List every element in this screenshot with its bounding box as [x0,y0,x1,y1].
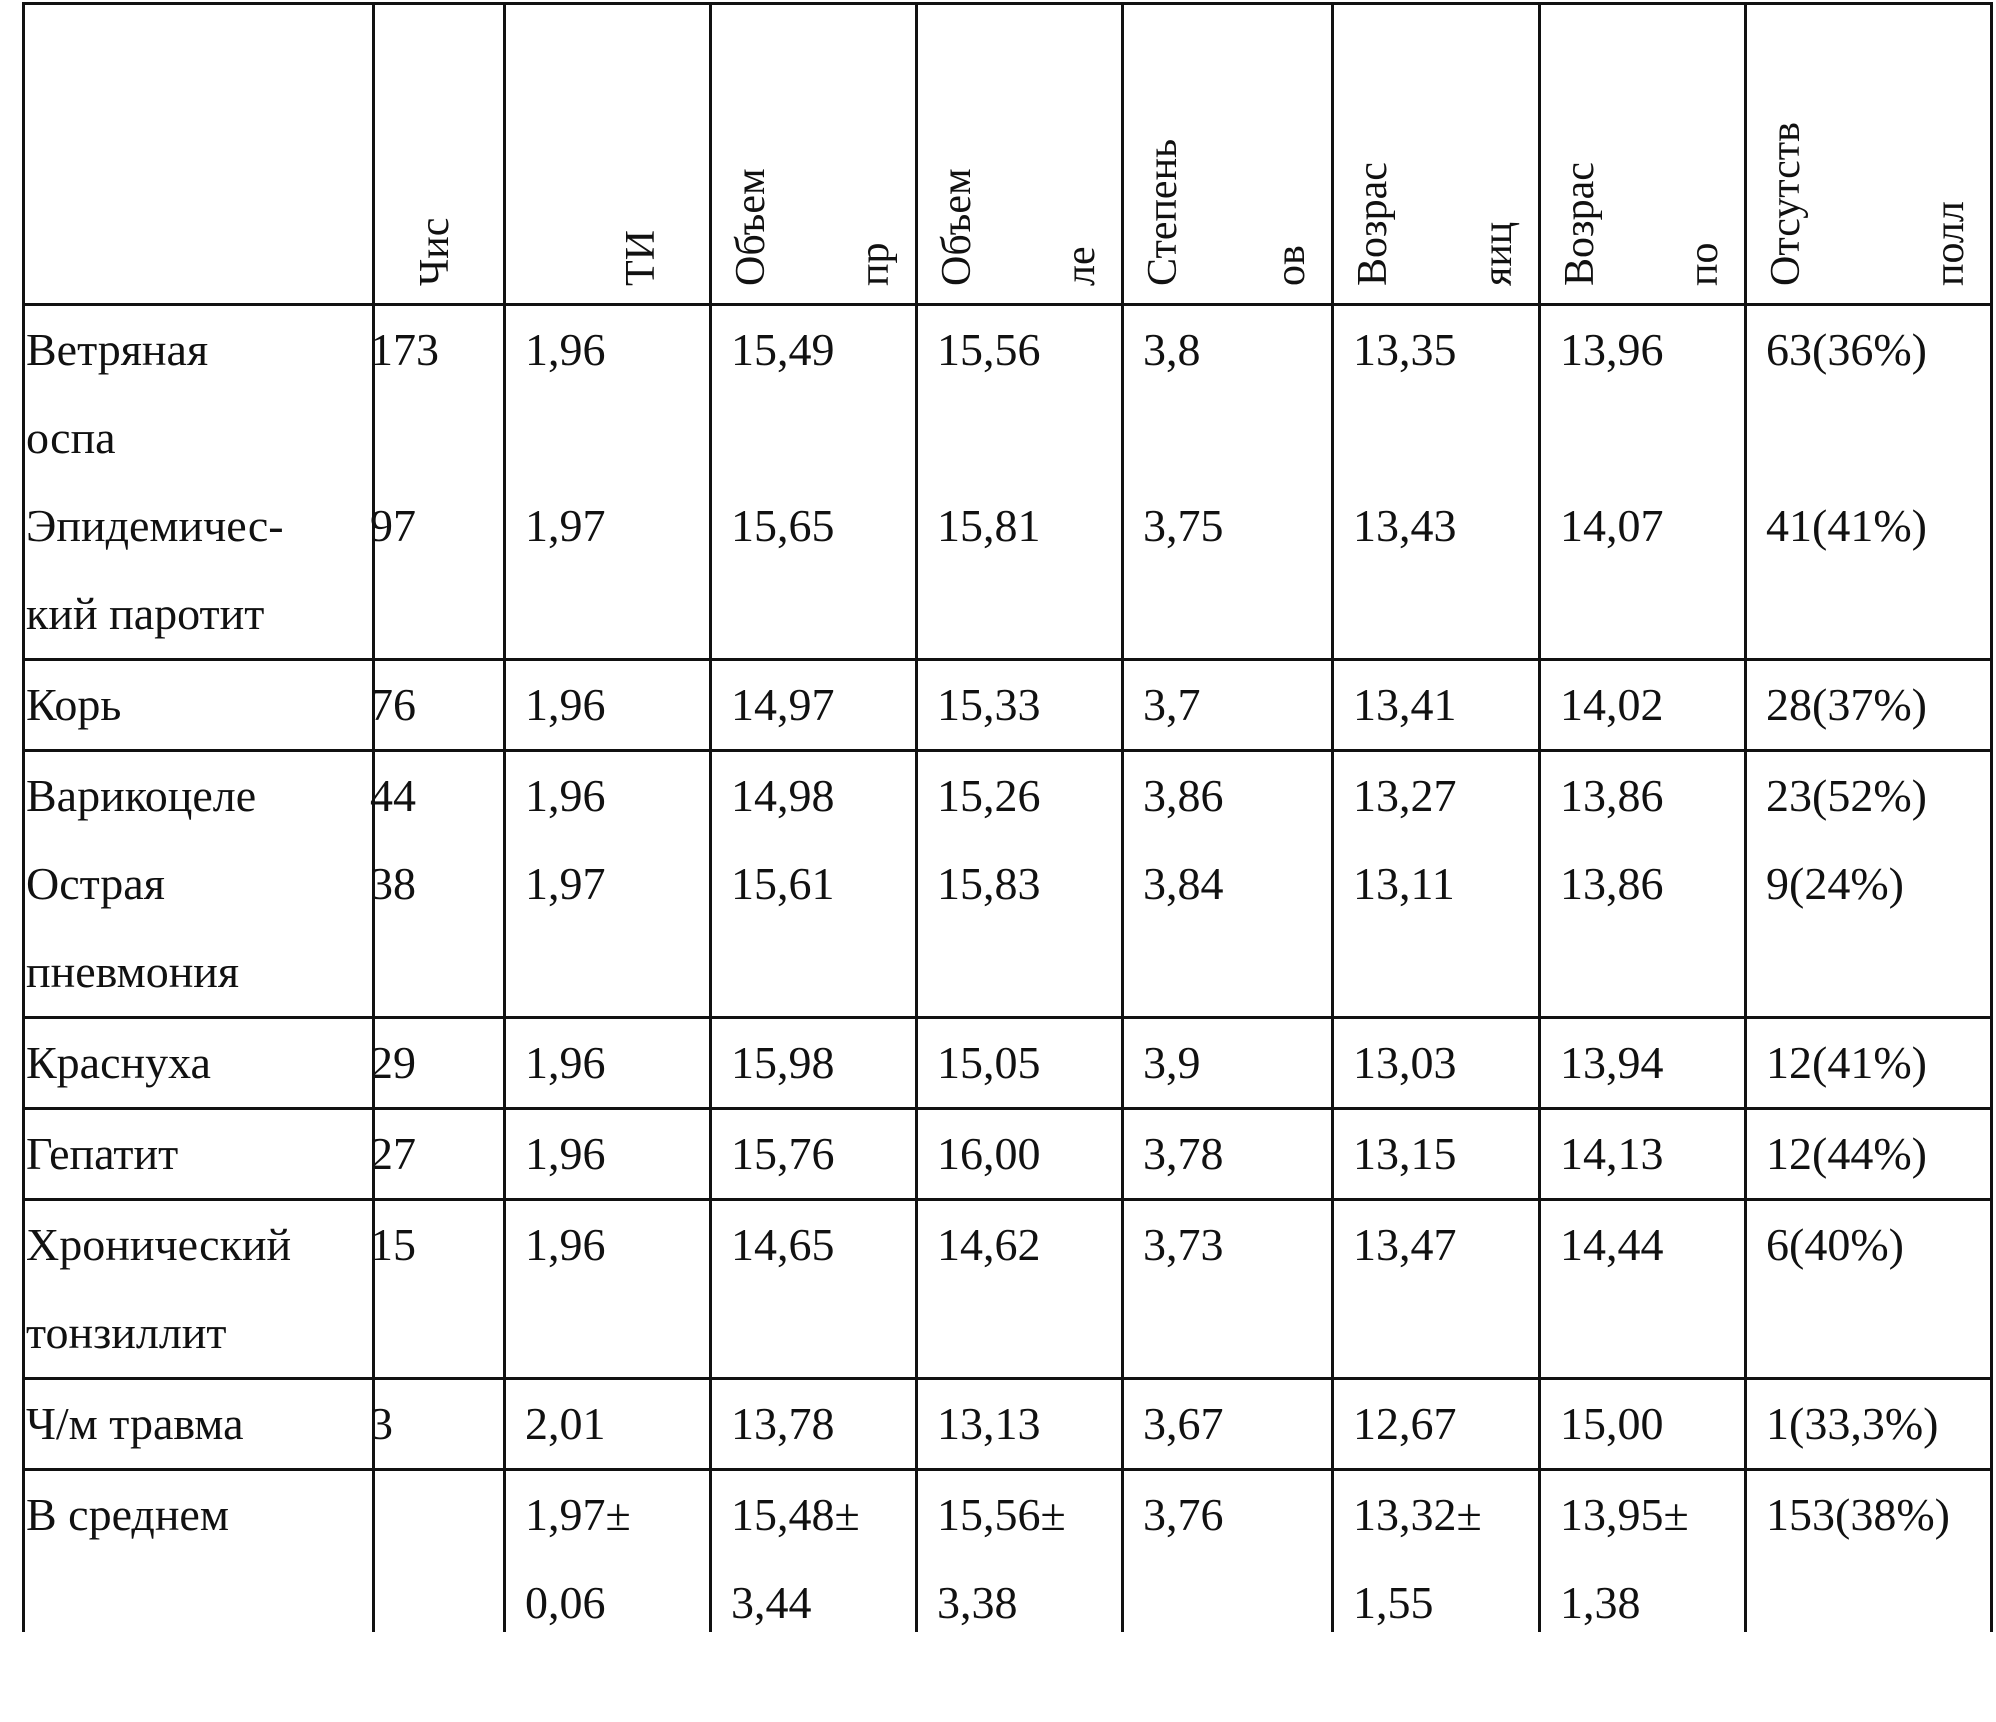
cell-value: 3,86 [1143,770,1224,821]
header-vol-right-line-0: Объем [728,168,774,286]
cell-value: 14,98 [731,770,835,821]
row-label: оспа [26,412,116,463]
header-ti-line-0: ТИ [618,230,664,286]
cell-value: 3,8 [1143,324,1201,375]
cell-value: 14,65 [731,1219,835,1270]
cell-value: 13,27 [1353,770,1457,821]
header-vol-left-line-1: ле [1058,246,1104,286]
cell-value: 14,44 [1560,1219,1664,1270]
cell-value: 13,86 [1560,858,1664,909]
header-vol-left [918,4,1120,300]
row-label: тонзиллит [26,1307,227,1358]
cell-value: 23(52%) [1766,770,1927,821]
cell-value: 63(36%) [1766,324,1927,375]
cell-value: 15,56 [937,324,1041,375]
cell-value: 29 [370,1037,416,1088]
cell-value: 1(33,3%) [1766,1398,1939,1449]
cell-value: 3,9 [1143,1037,1201,1088]
cell-value: 153(38%) [1766,1489,1950,1540]
cell-value: 1,96 [525,1219,606,1270]
cell-value: 15,65 [731,500,835,551]
cell-value: 15,61 [731,858,835,909]
cell-value: 13,15 [1353,1128,1457,1179]
cell-value: 1,97 [525,858,606,909]
cell-value: 15,98 [731,1037,835,1088]
cell-value: 3,84 [1143,858,1224,909]
header-degree [1124,4,1330,300]
cell-value: 13,47 [1353,1219,1457,1270]
cell-value: 14,62 [937,1219,1041,1270]
cell-value: 15,83 [937,858,1041,909]
cell-value: 14,13 [1560,1128,1664,1179]
cell-value: 13,94 [1560,1037,1664,1088]
column-border-9 [1990,2,1993,1632]
cell-value: 14,07 [1560,500,1664,551]
cell-value: 13,13 [937,1398,1041,1449]
header-degree-line-0: Степень [1140,138,1186,286]
cell-value: 16,00 [937,1128,1041,1179]
cell-value: 13,86 [1560,770,1664,821]
cell-value: 3,76 [1143,1489,1224,1540]
cell-value: 28(37%) [1766,679,1927,730]
cell-value: 13,78 [731,1398,835,1449]
row-label: Ч/м травма [26,1398,244,1449]
cell-value: 13,95± 1,38 [1560,1489,1689,1628]
cell-value: 14,97 [731,679,835,730]
row-label: Краснуха [26,1037,211,1088]
cell-value: 44 [370,770,416,821]
cell-value: 9(24%) [1766,858,1904,909]
cell-value: 76 [370,679,416,730]
cell-value: 2,01 [525,1398,606,1449]
cell-value: 1,96 [525,770,606,821]
cell-value: 15,76 [731,1128,835,1179]
cell-value: 3,67 [1143,1398,1224,1449]
row-label: В среднем [26,1489,229,1540]
cell-value: 1,97 [525,500,606,551]
cell-value: 15,26 [937,770,1041,821]
cell-value: 41(41%) [1766,500,1927,551]
row-label: кий паротит [26,588,265,639]
header-absence-line-1: полл [1927,201,1973,286]
cell-value: 3,75 [1143,500,1224,551]
cell-value: 15 [370,1219,416,1270]
cell-value: 3,78 [1143,1128,1224,1179]
cell-value: 38 [370,858,416,909]
header-ti [506,4,708,300]
cell-value: 173 [370,324,439,375]
cell-value: 14,02 [1560,679,1664,730]
cell-value: 27 [370,1128,416,1179]
row-label: пневмония [26,946,240,997]
cell-value: 97 [370,500,416,551]
cell-value: 6(40%) [1766,1219,1904,1270]
cell-value: 1,96 [525,1128,606,1179]
header-count-line-0: Чис [412,217,458,286]
cell-value: 15,48± 3,44 [731,1489,860,1628]
header-age-testes-line-0: Возрас [1350,162,1396,286]
cell-value: 3 [370,1398,393,1449]
row-label: Варикоцеле [26,770,257,821]
cell-value: 15,00 [1560,1398,1664,1449]
cell-value: 15,33 [937,679,1041,730]
header-absence-line-0: Отсутств [1763,122,1809,286]
cell-value: 15,05 [937,1037,1041,1088]
cell-value: 1,96 [525,1037,606,1088]
cell-value: 12(44%) [1766,1128,1927,1179]
cell-value: 3,7 [1143,679,1201,730]
cell-value: 15,81 [937,500,1041,551]
cell-value: 13,03 [1353,1037,1457,1088]
column-border-0 [22,2,25,1632]
row-label: Хронический [26,1219,292,1270]
cell-value: 13,43 [1353,500,1457,551]
header-vol-right-line-1: пр [852,242,898,286]
cell-value: 13,35 [1353,324,1457,375]
header-degree-line-1: ов [1268,245,1314,286]
cell-value: 13,11 [1353,858,1455,909]
row-label: Эпидемичес- [26,500,284,551]
header-vol-right [712,4,914,300]
row-label: Гепатит [26,1128,179,1179]
cell-value: 13,32± 1,55 [1353,1489,1482,1628]
cell-value: 13,96 [1560,324,1664,375]
row-label: Корь [26,679,122,730]
row-label: Ветряная [26,324,209,375]
header-absence [1747,4,1989,300]
cell-value: 15,49 [731,324,835,375]
cell-value: 1,97± 0,06 [525,1489,631,1628]
header-age-po-line-1: по [1681,242,1727,286]
cell-value: 1,96 [525,324,606,375]
header-age-testes-line-1: яиц [1475,221,1521,286]
cell-value: 12,67 [1353,1398,1457,1449]
cell-value: 1,96 [525,679,606,730]
row-label: Острая [26,858,165,909]
header-age-testes [1334,4,1537,300]
header-count [375,4,502,300]
header-vol-left-line-0: Объем [934,168,980,286]
cell-value: 3,73 [1143,1219,1224,1270]
cell-value: 12(41%) [1766,1037,1927,1088]
header-age-po-line-0: Возрас [1557,162,1603,286]
cell-value: 15,56± 3,38 [937,1489,1066,1628]
cell-value: 13,41 [1353,679,1457,730]
header-age-po [1541,4,1743,300]
